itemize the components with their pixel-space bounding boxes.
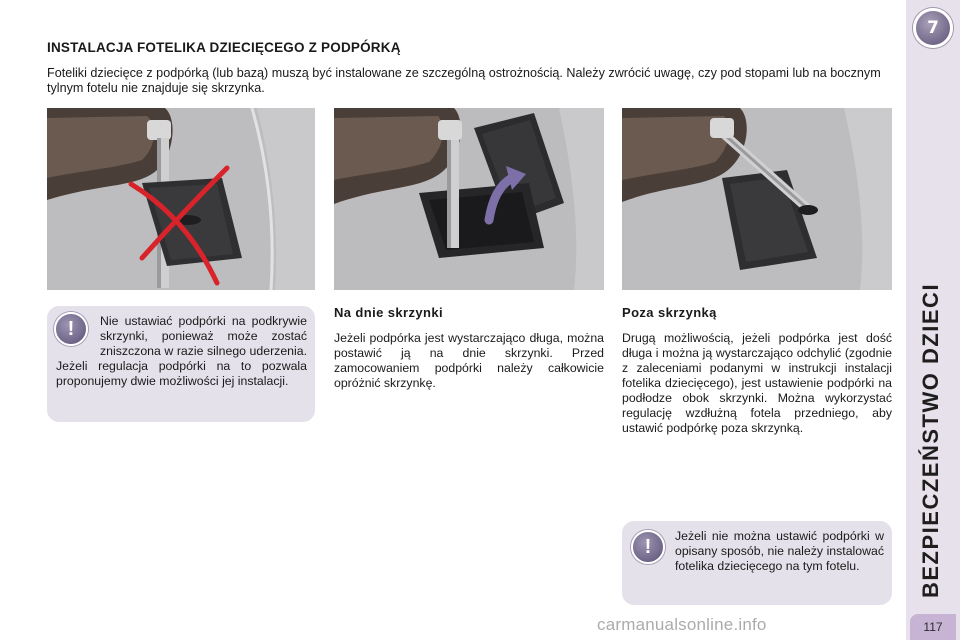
warning-icon-glyph: ! [67, 318, 75, 340]
chapter-title: BEZPIECZEŃSTWO DZIECI [918, 282, 943, 598]
photo-support-on-lid-crossed [47, 108, 315, 290]
warning-note-right [622, 521, 892, 605]
photo-support-beside-box [622, 108, 892, 290]
warning-note-right-text: Jeżeli nie można ustawić podpórki w opisany sposób, nie należy instalować fotelika dziecięcego na tym fotelu. [675, 529, 884, 573]
warning-note-right-wrap [631, 529, 884, 574]
subsection-title-box-bottom: Na dnie skrzynki [334, 305, 443, 320]
warning-note-left-wrap [56, 314, 307, 389]
section-title: INSTALACJA FOTELIKA DZIECIĘCEGO Z PODPÓRKĄ [47, 40, 401, 55]
warning-note-left-text: Nie ustawiać podpórki na podkrywie skrzynki, ponieważ może zostać zniszczona w razie silnego uderzenia. Jeżeli regulacja podpórki na to pozwala proponujemy dwie możliwości jej instalacji. [56, 314, 307, 388]
photo-support-in-box [334, 108, 604, 290]
chapter-number: 7 [927, 18, 939, 38]
warning-note-left [47, 306, 315, 422]
subsection-text-box-bottom: Jeżeli podpórka jest wystarczająco długa, można postawić ją na dnie skrzynki. Przed zamocowaniem podpórki należy całkowicie opróżnić skrzynkę. [334, 331, 604, 390]
watermark: carmanualsonline.info [597, 615, 767, 634]
subsection-text-outside-box: Drugą możliwością, jeżeli podpórka jest dość długa i można ją wystarczająco odchylić (zgodnie z zaleceniami podanymi w instrukcji instalacji fotelika dziecięcego), jest ustawienie podpórki na podłodze obok skrzynki. Można wykorzystać regulację wzdłużną fotela przedniego, aby ustawić podpórkę poza skrzynką. [622, 331, 892, 435]
subsection-title-outside-box: Poza skrzynką [622, 305, 717, 320]
intro-paragraph: Foteliki dziecięce z podpórką (lub bazą) muszą być instalowane ze szczególną ostrożnością. Należy zwrócić uwagę, czy pod stopami lub na bocznym tylnym fotelu nie znajduje się skrzynka. [47, 66, 881, 95]
chapter-number-badge [913, 8, 953, 48]
warning-icon-glyph: ! [644, 536, 652, 558]
page-number: 117 [910, 614, 956, 640]
